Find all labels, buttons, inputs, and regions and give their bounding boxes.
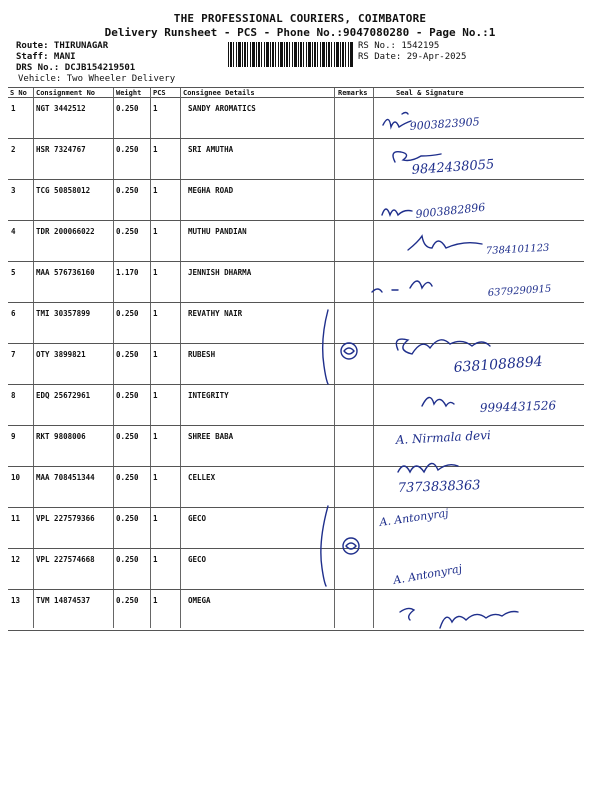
- cell-weight: 0.250: [116, 596, 139, 605]
- cell-weight: 0.250: [116, 391, 139, 400]
- cell-consignment-no: MAA 576736160: [36, 268, 95, 277]
- cell-consignment-no: HSR 7324767: [36, 145, 86, 154]
- col-header-sno: S No: [10, 89, 27, 97]
- cell-pcs: 1: [153, 309, 158, 318]
- cell-consignee: SHREE BABA: [188, 432, 234, 441]
- signature-scribble: [402, 113, 408, 115]
- cell-weight: 0.250: [116, 227, 139, 236]
- cell-consignment-no: MAA 708451344: [36, 473, 95, 482]
- cell-sno: 12: [11, 555, 21, 564]
- cell-sno: 5: [11, 268, 16, 277]
- rs-number: RS No.: 1542195: [358, 41, 440, 51]
- cell-weight: 0.250: [116, 186, 139, 195]
- cell-consignee: GECO: [188, 555, 207, 564]
- signature-scribble: [344, 348, 354, 354]
- cell-consignment-no: VPL 227579366: [36, 514, 95, 523]
- rs-date: RS Date: 29-Apr-2025: [358, 52, 467, 62]
- cell-consignment-no: TMI 30357899: [36, 309, 91, 318]
- cell-consignment-no: VPL 227574668: [36, 555, 95, 564]
- signature-scribble: [372, 281, 432, 292]
- signature-scribble: [408, 236, 482, 250]
- cell-weight: 0.250: [116, 104, 139, 113]
- cell-pcs: 1: [153, 555, 158, 564]
- signature-scribble: [346, 543, 356, 549]
- cell-consignment-no: TDR 200066022: [36, 227, 95, 236]
- signature-bracket: [323, 310, 328, 384]
- cell-sno: 2: [11, 145, 16, 154]
- cell-consignment-no: OTY 3899821: [36, 350, 86, 359]
- handwritten-phone: 9003823905: [409, 115, 481, 133]
- cell-sno: 3: [11, 186, 16, 195]
- signature-scribble: [396, 339, 490, 354]
- cell-pcs: 1: [153, 268, 158, 277]
- cell-pcs: 1: [153, 514, 158, 523]
- cell-pcs: 1: [153, 186, 158, 195]
- cell-consignment-no: TVM 14874537: [36, 596, 91, 605]
- cell-sno: 7: [11, 350, 16, 359]
- cell-weight: 0.250: [116, 514, 139, 523]
- company-title: THE PROFESSIONAL COURIERS, COIMBATORE: [173, 12, 427, 25]
- cell-weight: 0.250: [116, 145, 139, 154]
- cell-pcs: 1: [153, 145, 158, 154]
- col-header-remarks: Remarks: [338, 89, 368, 97]
- cell-sno: 6: [11, 309, 16, 318]
- cell-consignee: CELLEX: [188, 473, 216, 482]
- route-label: Route: THIRUNAGAR: [16, 41, 109, 51]
- col-header-consignee: Consignee Details: [183, 89, 255, 97]
- cell-sno: 10: [11, 473, 21, 482]
- handwritten-phone: 7373838363: [397, 478, 481, 496]
- cell-weight: 0.250: [116, 309, 139, 318]
- staff-label: Staff: MANI: [16, 52, 76, 62]
- cell-consignment-no: NGT 3442512: [36, 104, 86, 113]
- signature-scribble: [400, 608, 518, 628]
- vehicle-label: Vehicle: Two Wheeler Delivery: [18, 74, 176, 84]
- signature-scribble: [422, 397, 454, 406]
- handwritten-phone: 6379290915: [487, 283, 552, 299]
- cell-sno: 8: [11, 391, 16, 400]
- cell-sno: 4: [11, 227, 16, 236]
- signature-scribble: [382, 209, 412, 215]
- cell-consignee: GECO: [188, 514, 207, 523]
- signature-scribble: [398, 463, 458, 472]
- cell-consignee: OMEGA: [188, 596, 211, 605]
- cell-consignee: JENNISH DHARMA: [188, 268, 252, 277]
- cell-weight: 0.250: [116, 473, 139, 482]
- cell-consignee: RUBESH: [188, 350, 216, 359]
- cell-weight: 0.250: [116, 555, 139, 564]
- signature-scribble: [393, 152, 441, 162]
- cell-consignment-no: RKT 9808006: [36, 432, 86, 441]
- cell-weight: 0.250: [116, 350, 139, 359]
- signature-scribble: [383, 119, 411, 127]
- col-header-consignment: Consignment No: [36, 89, 96, 97]
- handwritten-name: A. Antonyraj: [392, 562, 464, 587]
- runsheet-subtitle: Delivery Runsheet - PCS - Phone No.:9047080280 - Page No.:1: [104, 26, 496, 39]
- cell-pcs: 1: [153, 596, 158, 605]
- handwritten-phone: 9842438055: [411, 157, 495, 178]
- cell-consignment-no: EDQ 25672961: [36, 391, 91, 400]
- cell-weight: 0.250: [116, 432, 139, 441]
- col-header-pcs: PCS: [153, 89, 166, 97]
- cell-pcs: 1: [153, 473, 158, 482]
- signature-bracket: [321, 506, 328, 586]
- cell-consignee: MEGHA ROAD: [188, 186, 234, 195]
- handwritten-phone: 7384101123: [485, 242, 550, 257]
- handwritten-phone: 6381088894: [453, 353, 544, 376]
- handwritten-name: A. Antonyraj: [378, 506, 450, 529]
- cell-pcs: 1: [153, 350, 158, 359]
- cell-consignee: REVATHY NAIR: [188, 309, 243, 318]
- cell-consignee: SANDY AROMATICS: [188, 104, 256, 113]
- cell-pcs: 1: [153, 432, 158, 441]
- cell-weight: 1.170: [116, 268, 139, 277]
- cell-pcs: 1: [153, 391, 158, 400]
- col-header-signature: Seal & Signature: [396, 89, 464, 97]
- handwritten-phone: 9994431526: [479, 398, 557, 415]
- cell-sno: 13: [11, 596, 21, 605]
- cell-sno: 9: [11, 432, 16, 441]
- cell-consignee: MUTHU PANDIAN: [188, 227, 247, 236]
- handwritten-name: A. Nirmala devi: [395, 428, 492, 447]
- handwritten-phone: 9003882896: [414, 200, 486, 221]
- cell-consignment-no: TCG 50858012: [36, 186, 91, 195]
- cell-pcs: 1: [153, 104, 158, 113]
- cell-sno: 11: [11, 514, 21, 523]
- drs-value: DCJB154219501: [64, 63, 136, 73]
- cell-pcs: 1: [153, 227, 158, 236]
- drs-label: DRS No.:: [16, 63, 60, 73]
- cell-consignee: INTEGRITY: [188, 391, 229, 400]
- cell-sno: 1: [11, 104, 16, 113]
- cell-consignee: SRI AMUTHA: [188, 145, 234, 154]
- col-header-weight: Weight: [116, 89, 142, 97]
